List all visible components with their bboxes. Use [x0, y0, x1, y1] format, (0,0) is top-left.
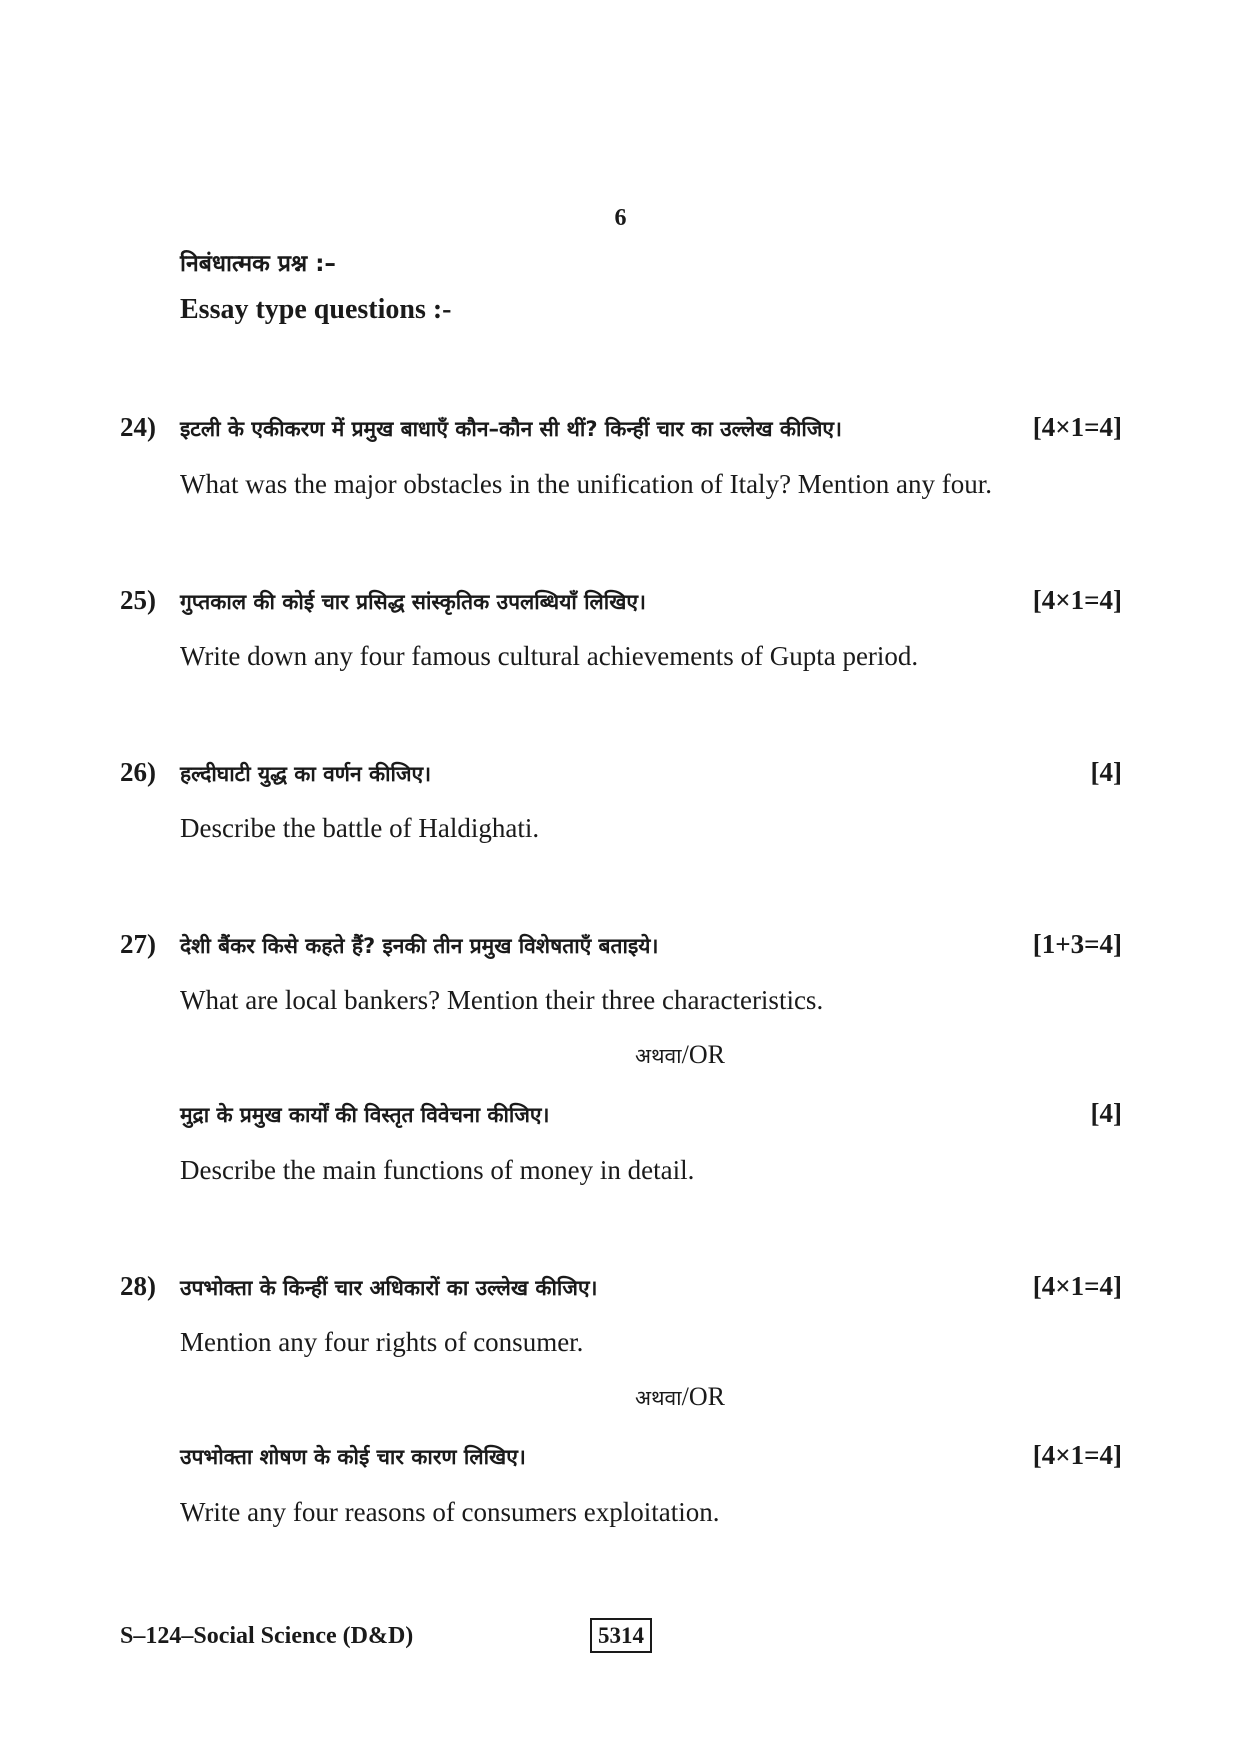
question-24-hindi: इटली के एकीकरण में प्रमुख बाधाएँ कौन–कौन सी थीं? किन्हीं चार का उल्लेख कीजिए। [180, 417, 843, 441]
or-english: /OR [681, 1382, 725, 1411]
question-27-number: 27) [120, 929, 156, 959]
page-number: 6 [614, 205, 627, 231]
question-25-number: 25) [120, 585, 156, 615]
question-27-marks: [1+3=4] [1032, 929, 1122, 959]
question-27-english: What are local bankers? Mention their three characteristics. [180, 985, 824, 1015]
question-26-number: 26) [120, 757, 156, 787]
question-28-hindi: उपभोक्ता के किन्हीं चार अधिकारों का उल्लेख कीजिए। [180, 1276, 598, 1300]
or-hindi: अथवा [635, 1044, 682, 1068]
question-26-hindi: हल्दीघाटी युद्ध का वर्णन कीजिए। [180, 762, 432, 786]
question-27-alt-hindi: मुद्रा के प्रमुख कार्यों की विस्तृत विवेचना कीजिए। [180, 1103, 550, 1127]
question-25-english: Write down any four famous cultural achievements of Gupta period. [180, 641, 919, 671]
question-26-marks: [4] [1090, 757, 1122, 787]
question-28-alt-english: Write any four reasons of consumers exploitation. [180, 1497, 720, 1527]
question-24-english: What was the major obstacles in the unification of Italy? Mention any four. [180, 469, 993, 499]
or-english: /OR [681, 1040, 725, 1069]
question-28-alt-hindi: उपभोक्ता शोषण के कोई चार कारण लिखिए। [180, 1445, 526, 1469]
question-25-marks: [4×1=4] [1032, 585, 1122, 615]
question-27-alt-english: Describe the main functions of money in detail. [180, 1155, 695, 1185]
footer-paper-code: 5314 [590, 1618, 652, 1653]
or-hindi: अथवा [635, 1386, 682, 1410]
question-26-english: Describe the battle of Haldighati. [180, 813, 540, 843]
question-28-alt-marks: [4×1=4] [1032, 1440, 1122, 1470]
question-28-english: Mention any four rights of consumer. [180, 1327, 584, 1357]
footer-subject: S–124–Social Science (D&D) [120, 1623, 414, 1649]
question-28-or-divider [0, 1382, 1241, 1412]
question-27-alt-marks: [4] [1090, 1098, 1122, 1128]
question-28-number: 28) [120, 1271, 156, 1301]
question-27-hindi: देशी बैंकर किसे कहते हैं? इनकी तीन प्रमुख विशेषताएँ बताइये। [180, 934, 659, 958]
section-title-hindi: निबंधात्मक प्रश्न :– [180, 251, 336, 277]
question-25-hindi: गुप्तकाल की कोई चार प्रसिद्ध सांस्कृतिक उपलब्धियाँ लिखिए। [180, 590, 646, 614]
question-28-marks: [4×1=4] [1032, 1271, 1122, 1301]
question-27-or-divider [0, 1040, 1241, 1070]
question-24-marks: [4×1=4] [1032, 412, 1122, 442]
question-24-number: 24) [120, 412, 156, 442]
section-title-english: Essay type questions :- [180, 294, 452, 325]
